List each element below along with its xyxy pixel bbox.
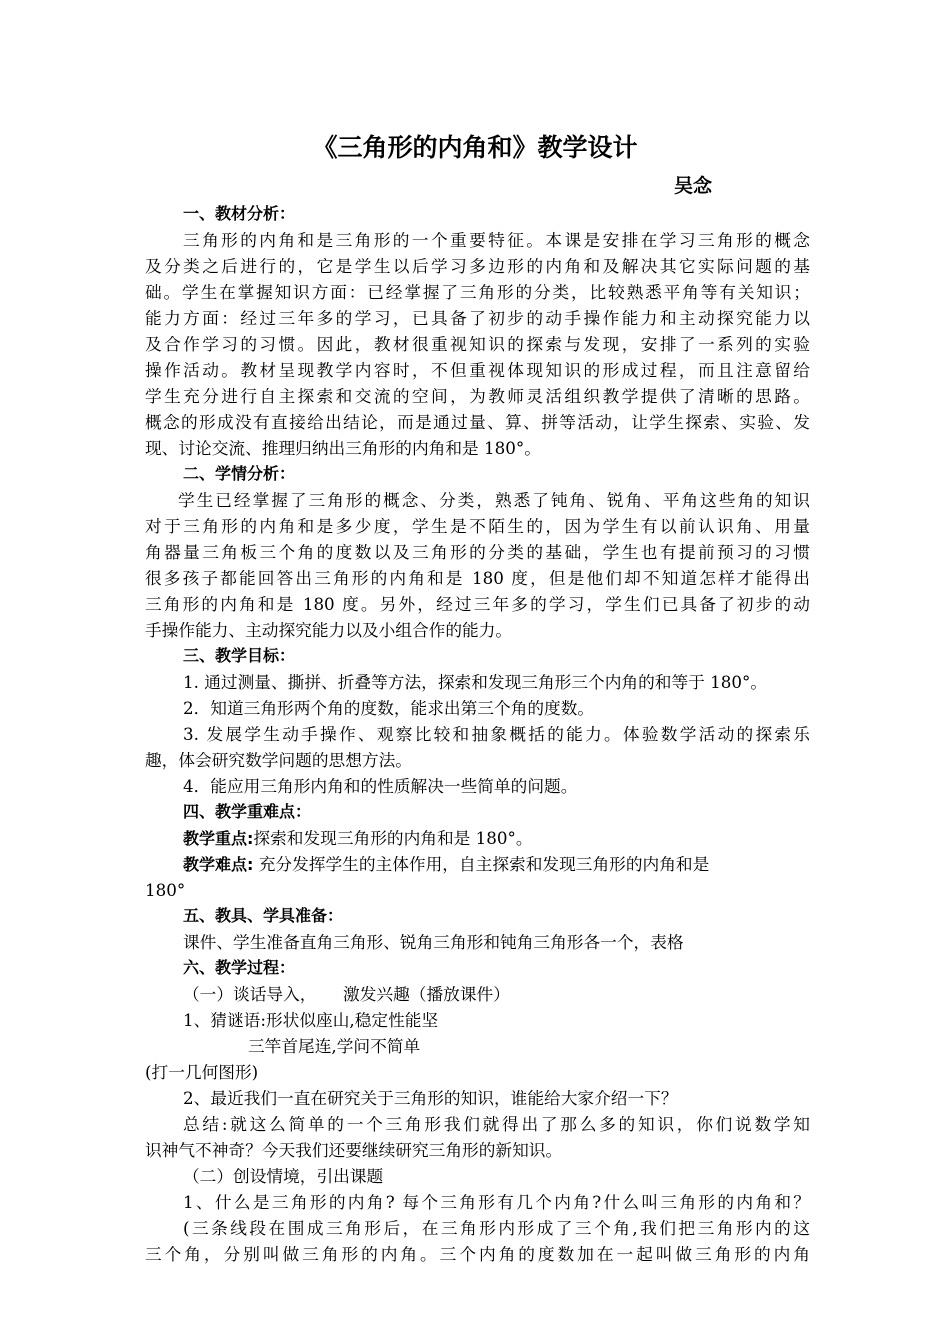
difficulty-cont: 180° [145, 880, 186, 900]
process-line: 三竿首尾连,学问不简单 [248, 1036, 421, 1056]
process-line: 识神气不神奇？今天我们还要继续研究三角形的新知识。 [145, 1140, 563, 1160]
process-line: (三条线段在围成三角形后，在三角形内形成了三个角,我们把三角形内的这 [183, 1218, 810, 1238]
key-point-line [183, 825, 810, 851]
paragraph-line: 三角形的内角和是三角形的一个重要特征。本课是安排在学习三角形的概念 [183, 230, 810, 250]
materials-text: 课件、学生准备直角三角形、锐角三角形和钝角三角形各一个，表格 [183, 932, 684, 952]
paragraph-line: 学生已经掌握了三角形的概念、分类，熟悉了钝角、锐角、平角这些角的知识 [178, 490, 810, 510]
objective-item: 2．知道三角形两个角的度数，能求出第三个角的度数。 [183, 698, 595, 718]
paragraph-line: 三角形的内角和是 180 度。另外，经过三年多的学习，学生们已具备了初步的动 [145, 594, 810, 614]
objective-item: 4．能应用三角形内角和的性质解决一些简单的问题。 [183, 776, 578, 796]
paragraph-line: 及合作学习的习惯。因此，教材很重视知识的探索与发现，安排了一系列的实验 [145, 334, 810, 354]
objective-item-cont: 趣，体会研究数学问题的思想方法。 [145, 750, 412, 770]
difficulty-line [183, 851, 810, 877]
process-line: （一）谈话导入， 激发兴趣（播放课件） [183, 984, 510, 1004]
paragraph-line: 现、讨论交流、推理归纳出三角形的内角和是 180°。 [145, 438, 541, 458]
paragraph-line: 很多孩子都能回答出三角形的内角和是 180 度，但是他们却不知道怎样才能得出 [145, 568, 810, 588]
paragraph-line: 手操作能力、主动探究能力以及小组合作的能力。 [145, 620, 513, 640]
paragraph-line: 学生充分进行自主探索和交流的空间，为教师灵活组织教学提供了清晰的思路。 [145, 386, 810, 406]
section-heading-keypoints: 四、教学重难点： [183, 802, 312, 821]
process-line: （二）创设情境，引出课题 [183, 1166, 384, 1186]
key-point-text: 探索和发现三角形的内角和是 180°。 [253, 828, 533, 848]
objective-item: 1. 通过测量、撕拼、折叠等方法，探索和发现三角形三个内角的和等于 180°。 [183, 672, 768, 692]
paragraph-line: 角器量三角板三个角的度数以及三角形的分类的基础，学生也有提前预习的习惯 [145, 542, 810, 562]
process-line: 总结:就这么简单的一个三角形我们就得出了那么多的知识，你们说数学知 [183, 1114, 810, 1134]
process-line: 1、猜谜语:形状似座山,稳定性能坚 [183, 1010, 439, 1030]
paragraph-line: 对于三角形的内角和是多少度，学生是不陌生的，因为学生有以前认识角、用量 [145, 516, 810, 536]
objective-item: 3. 发展学生动手操作、观察比较和抽象概括的能力。体验数学活动的探索乐 [183, 724, 810, 744]
section-heading-materials: 一、教材分析： [183, 204, 296, 223]
section-heading-process: 六、教学过程： [183, 958, 296, 977]
process-line: (打一几何图形) [145, 1062, 259, 1082]
paragraph-line: 础。学生在掌握知识方面：已经掌握了三角形的分类，比较熟悉平角等有关知识； [145, 282, 810, 302]
paragraph-line: 操作活动。教材呈现教学内容时，不但重视体现知识的形成过程，而且注意留给 [145, 360, 810, 380]
paragraph-line: 概念的形成没有直接给出结论，而是通过量、算、拼等活动，让学生探索、实验、发 [145, 412, 810, 432]
document-title: 《三角形的内角和》教学设计 [312, 133, 638, 162]
difficulty-label: 教学难点: [183, 855, 254, 874]
section-heading-materials-prep: 五、教具、学具准备： [183, 906, 344, 925]
process-line: 1、什么是三角形的内角? 每个三角形有几个内角?什么叫三角形的内角和？ [183, 1192, 810, 1212]
section-heading-objectives: 三、教学目标： [183, 646, 296, 665]
author-name: 吴念 [673, 175, 712, 197]
key-point-label: 教学重点: [183, 829, 254, 848]
section-heading-students: 二、学情分析： [183, 464, 296, 483]
process-line: 三个角，分别叫做三角形的内角。三个内角的度数加在一起叫做三角形的内角 [145, 1244, 810, 1264]
paragraph-line: 及分类之后进行的，它是学生以后学习多边形的内角和及解决其它实际问题的基 [145, 256, 810, 276]
process-line: 2、最近我们一直在研究关于三角形的知识，谁能给大家介绍一下？ [183, 1088, 678, 1108]
difficulty-text: 充分发挥学生的主体作用，自主探索和发现三角形的内角和是 [253, 854, 710, 874]
paragraph-line: 能力方面：经过三年多的学习，已具备了初步的动手操作能力和主动探究能力以 [145, 308, 810, 328]
